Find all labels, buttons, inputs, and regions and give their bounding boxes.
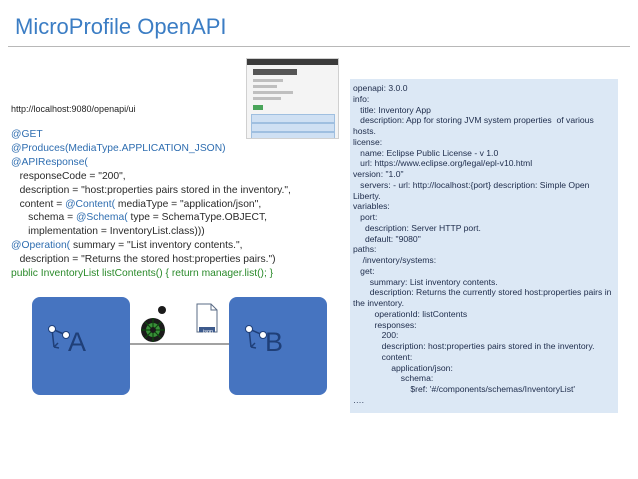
yaml-line: content: bbox=[353, 351, 413, 362]
code-line: description = "host:properties pairs stored in the inventory.", bbox=[11, 184, 291, 196]
code-text: summary = "List inventory contents.", bbox=[70, 240, 243, 252]
yaml-line: license: bbox=[353, 136, 383, 147]
yaml-line: $ref: '#/components/schemas/InventoryList' bbox=[353, 384, 576, 394]
openapi-yaml-panel bbox=[350, 79, 618, 413]
yaml-line: variables: bbox=[353, 201, 390, 212]
thumbnail-line bbox=[253, 85, 277, 88]
code-line: public InventoryList listContents() { return manager.list(); } bbox=[11, 268, 274, 280]
java-code-block bbox=[11, 128, 346, 281]
yaml-line: description: Returns the currently stored host:properties pairs in the inventory. bbox=[353, 287, 614, 308]
yaml-line: get: bbox=[353, 265, 375, 276]
code-annotation: @Operation( bbox=[11, 240, 71, 252]
thumbnail-button bbox=[253, 105, 263, 110]
yaml-line: title: Inventory App bbox=[353, 104, 431, 115]
thumbnail-endpoint-row bbox=[251, 114, 335, 123]
code-line: @GET bbox=[11, 129, 43, 140]
thumbnail-line bbox=[253, 97, 281, 100]
thumbnail-heading bbox=[253, 69, 297, 75]
code-line bbox=[11, 239, 346, 253]
yaml-line: default: "9080" bbox=[353, 233, 421, 244]
yaml-line: url: https://www.eclipse.org/legal/epl-v10.html bbox=[353, 158, 533, 169]
code-annotation: @Content( bbox=[65, 198, 116, 210]
yaml-line: port: bbox=[353, 212, 378, 222]
yaml-line: description: App for storing JVM system properties of various hosts. bbox=[353, 115, 597, 136]
yaml-line: description: host:properties pairs stored in the inventory. bbox=[353, 341, 595, 351]
yaml-line: 200: bbox=[353, 330, 399, 341]
service-b-label: B bbox=[265, 327, 284, 357]
code-line bbox=[11, 198, 346, 212]
code-line: implementation = InventoryList.class))) bbox=[11, 226, 205, 238]
thumbnail-line bbox=[253, 79, 283, 82]
yaml-line: servers: - url: http://localhost:{port} description: Simple Open Liberty. bbox=[353, 179, 592, 201]
connector-dial-icon bbox=[141, 306, 166, 342]
yaml-line: responses: bbox=[353, 319, 417, 330]
yaml-line: …. bbox=[353, 394, 364, 405]
yaml-line: operationId: listContents bbox=[353, 308, 468, 319]
service-a-box bbox=[32, 297, 130, 395]
slide-title: MicroProfile OpenAPI bbox=[15, 14, 227, 39]
yaml-line: description: Server HTTP port. bbox=[353, 222, 481, 233]
json-file-label: json bbox=[203, 329, 214, 335]
thumbnail-top-bar bbox=[247, 59, 338, 65]
yaml-line: openapi: 3.0.0 bbox=[353, 83, 408, 93]
code-line: @APIResponse( bbox=[11, 156, 88, 168]
yaml-line: name: Eclipse Public License - v 1.0 bbox=[353, 147, 499, 158]
thumbnail-line bbox=[253, 91, 293, 94]
code-annotation: @Schema( bbox=[75, 212, 128, 224]
title-divider bbox=[8, 46, 630, 47]
json-file-icon bbox=[196, 303, 218, 338]
yaml-line: /inventory/systems: bbox=[353, 255, 437, 265]
openapi-ui-screenshot-thumbnail bbox=[246, 58, 339, 139]
service-b-box bbox=[229, 297, 327, 395]
code-line: @Produces(MediaType.APPLICATION_JSON) bbox=[11, 142, 226, 154]
code-text: type = SchemaType.OBJECT, bbox=[127, 212, 267, 224]
service-a-label: A bbox=[68, 327, 87, 357]
openapi-ui-url: http://localhost:9080/openapi/ui bbox=[11, 104, 136, 114]
code-line bbox=[11, 211, 346, 225]
yaml-line: info: bbox=[353, 93, 370, 104]
code-line: responseCode = "200", bbox=[11, 170, 126, 182]
code-line: description = "Returns the stored host:properties pairs.") bbox=[11, 254, 276, 266]
code-text: schema = bbox=[11, 212, 76, 224]
code-text: mediaType = "application/json", bbox=[115, 198, 262, 210]
code-text: content = bbox=[11, 198, 66, 210]
yaml-line: version: "1.0" bbox=[353, 169, 404, 179]
yaml-line: schema: bbox=[353, 373, 434, 384]
yaml-line: application/json: bbox=[353, 362, 453, 373]
yaml-line: summary: List inventory contents. bbox=[353, 276, 498, 287]
yaml-line: paths: bbox=[353, 244, 377, 255]
